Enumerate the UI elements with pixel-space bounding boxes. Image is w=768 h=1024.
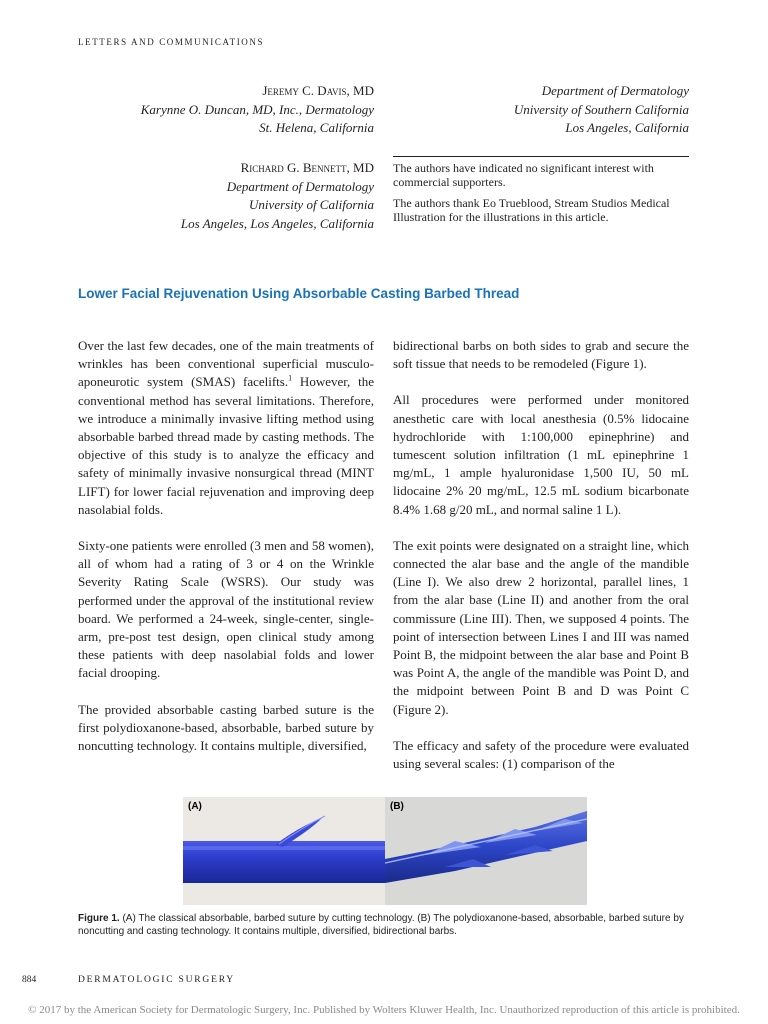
author1-affiliation: Karynne O. Duncan, MD, Inc., Dermatology — [140, 101, 374, 117]
dept-location: Los Angeles, California — [565, 120, 689, 135]
caption-label: Figure 1. — [78, 913, 120, 924]
author2-block — [181, 159, 374, 233]
disclosure-statement: The authors have indicated no significant interest with commercial supporters. — [393, 161, 654, 189]
dept-university: University of Southern California — [513, 101, 689, 117]
casting-suture-image — [385, 797, 587, 905]
author1-name: Jeremy C. Davis, MD — [262, 83, 374, 98]
figure-caption — [78, 912, 690, 938]
page-number: 884 — [22, 975, 37, 985]
paragraph: Over the last few decades, one of the main treatments of wrinkles has been conventional superficial musculo-aponeurotic system (SMAS) facelifts.$^1$ However, the conventional method has several limitations. Therefore, we introduce a minimally invasive lifting method using absorbable barbed thread made by casting methods. The objective of this study is to analyze the efficacy and safety of minimally invasive nonsurgical thread (MINT LIFT) for lower facial rejuvenation and improving deep nasolabial folds. — [78, 338, 374, 517]
paragraph: The exit points were designated on a straight line, which connected the alar base and the angle of the mandible (Line I). We also drew 2 horizontal, parallel lines, 1 from the alar base (Line II) and another from the oral commissure (Line III). Then, we supposed 4 points. The point of intersection between Lines I and III was named Point B, the midpoint between the alar base and Point B was Point A, the angle of the mandible was Point D, and the midpoint between Point B and D was Point C (Figure 2). — [393, 537, 689, 717]
copyright-notice: © 2017 by the American Society for Dermatologic Surgery, Inc. Published by Wolters Kluwer Health, Inc. Unauthorized reproduction of this article is prohibited. — [28, 1004, 740, 1016]
article-title: Lower Facial Rejuvenation Using Absorbable Casting Barbed Thread — [78, 286, 520, 301]
author2-dept: Department of Dermatology — [226, 178, 374, 194]
acknowledgment: The authors thank Eo Trueblood, Stream Studios Medical Illustration for the illustrations in this article. — [393, 196, 670, 224]
panel-b-label: (B) — [390, 801, 404, 812]
paragraph: The provided absorbable casting barbed suture is the first polydioxanone-based, absorbable, barbed suture by noncutting technology. It contains multiple, diversified, — [78, 701, 374, 754]
paragraph: The efficacy and safety of the procedure were evaluated using several scales: (1) comparison of the — [393, 737, 689, 772]
author1-block — [141, 82, 374, 138]
journal-name: DERMATOLOGIC SURGERY — [78, 975, 235, 985]
cutting-suture-image — [183, 797, 385, 905]
figure-panel-a — [183, 797, 385, 905]
caption-text: (A) The classical absorbable, barbed suture by cutting technology. (B) The polydioxanone-based, absorbable, barbed suture by noncutting and casting technology. It contains multiple, diversified, bidirectional barbs. — [78, 913, 684, 937]
running-head: LETTERS AND COMMUNICATIONS — [78, 37, 265, 47]
panel-a-label: (A) — [188, 801, 202, 812]
paragraph: bidirectional barbs on both sides to grab and secure the soft tissue that needs to be remodeled (Figure 1). — [393, 338, 689, 372]
author1-dept-block — [394, 82, 689, 138]
figure-panel-b — [385, 797, 587, 905]
disclosure-block — [393, 156, 689, 224]
reference-marker[interactable]: 1 — [288, 374, 293, 384]
author2-location: Los Angeles, Los Angeles, California — [180, 215, 374, 231]
body-column-left — [78, 337, 374, 755]
author2-name: Richard G. Bennett, MD — [240, 160, 374, 175]
author1-location: St. Helena, California — [259, 120, 374, 135]
paragraph: All procedures were performed under monitored anesthetic care with local anesthesia (0.5% lidocaine hydrochloride with 1:100,000 epinephrine) and tumescent solution infiltration (1 mL epinephrine 1 mg/mL, 1 ample hyaluronidase 1,500 IU, 50 mL lidocaine 2% 20 mg/mL, 12.5 mL sodium bicarbonate 8.4% 1.68 g/20 mL, and normal saline 1 L). — [393, 392, 689, 517]
body-column-right — [393, 337, 689, 773]
author2-university: University of California — [249, 197, 374, 212]
dept-name: Department of Dermatology — [541, 83, 689, 98]
paragraph: Sixty-one patients were enrolled (3 men and 58 women), all of whom had a rating of 3 or 4 on the Wrinkle Severity Rating Scale (WSRS). Our study was performed under the approval of the institutional review board. We performed a 24-week, single-center, single-arm, pre-post test design, open clinical study among these patients with deep nasolabial folds and lower facial drooping. — [78, 538, 374, 681]
figure-1 — [183, 797, 587, 905]
